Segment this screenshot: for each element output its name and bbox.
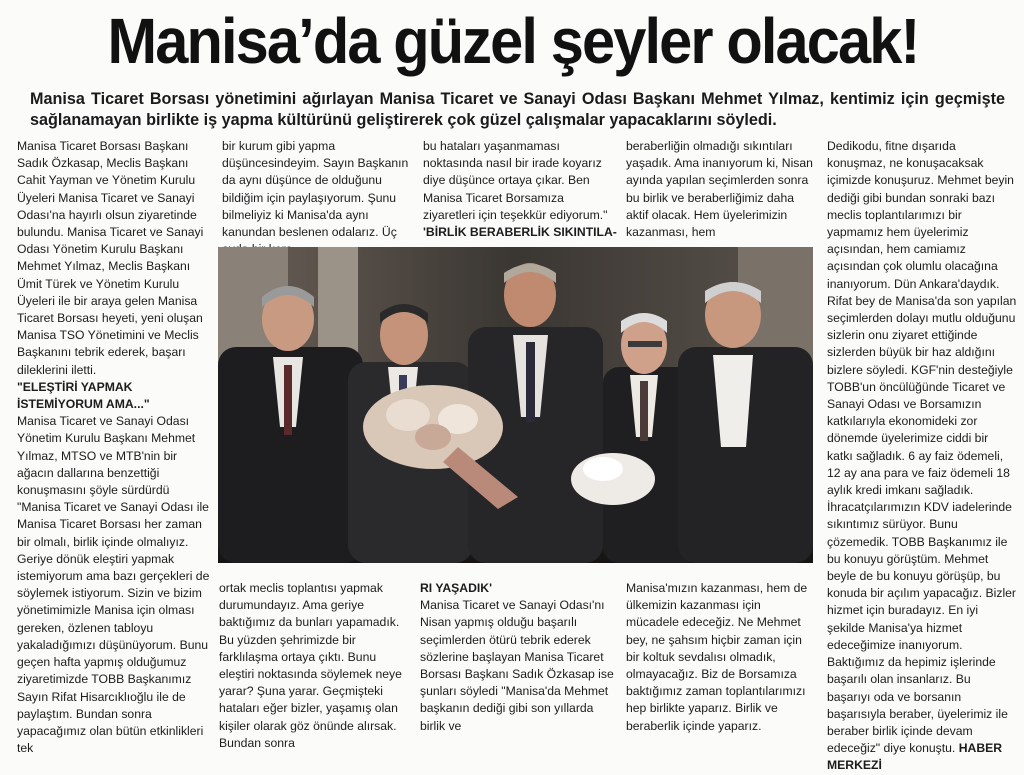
column-3-top	[423, 138, 619, 241]
lede: Manisa Ticaret Borsası yönetimini ağırlayan Manisa Ticaret ve Sanayi Odası Başkanı Mehmet Yılmaz, kentimiz için geçmişte sağlanamayan birlikte iş yapma kültürünü geliştirerek çok güzel çalışmalar yapacaklarını söyledi.	[30, 90, 1005, 129]
col3-top-subheading: 'BİRLİK BERABERLİK SIKINTILA-	[423, 225, 617, 240]
col1-subheading: "ELEŞTİRİ YAPMAK İSTEMİYORUM AMA..."	[17, 379, 150, 412]
column-4-top	[626, 138, 813, 241]
column-2-bottom	[219, 580, 411, 752]
col2-top-paragraph: bir kurum gibi yapma düşüncesindeyim. Sayın Başkanın da aynı düşünce de olduğunu bildiğim için paylaşıyorum. Şunu bilmeliyiz ki Manisa'da aynı kanundan beslenen odalarız. Üç	[222, 139, 409, 240]
column-5	[827, 138, 1017, 775]
group-photo	[218, 247, 813, 563]
group-photo-illustration	[218, 247, 813, 563]
column-3-bottom	[420, 580, 618, 735]
gift-wrap	[571, 453, 655, 505]
col5-paragraph: Dedikodu, fitne dışarıda konuşmaz, ne konuşacaksak içimizde konuşuruz. Mehmet beyin dediği gibi bundan sonraki bazı meclis toplantılarımızı bir yapmamız hem üyelerimiz açısından, hem camiamız açısından çok olumlu olacağına inanıyorum. Dün Ankara'daydık. Rifat bey de Manisa'da son yapılan seçimlerden dolayı mutlu olduğunu sizlerin onu ziyaret ettiğinde sizlerden büyük bir haz aldığını bizlere söyledi. KGF'nin desteğiyle TOBB'un öncülüğünde Ticaret ve Sanayi Odası ve Borsamızın katkılarıyla ekonomideki zor dönemde üyelerimize ciddi bir katkı sağladık. 6 ay faiz ödemeli, 12 ay ana para ve faiz ödemeli 18 aylık kredi imkanı sağladık. İhracatçılarımızın KDV iadelerinde sıkıntımız sürüyor. Bunu çözemedik. TOBB Başkanımız ile bu konuyu görüştüm. Mehmet beyle de bu konuyu görüşüp, bu konuda bir açılım yapacağız. Bizler hizmet için buradayız. En iyi şekilde Manisa'ya hizmet edeceğimize inanıyorum. Baktığımız da hepimiz işlerinde başarılı olan insanlarız. Bu başarıyı oda ve borsanın başarısıyla beraber, üyelerimiz ile beraber birlik içinde devam edeceğiz" diye konuştu.	[827, 139, 1017, 756]
column-1	[17, 138, 210, 757]
col2-bottom-paragraph: ortak meclis toplantısı yapmak durumundayız. Ama geriye baktığımız da bunları yapamadık. Bu yüzden şehrimizde bir farklılaşma ortaya çıktı. Bunu eleştiri noktasında söylemek neye yarar? Şuna yarar. Geçmişteki hataları eğer bizler, yaşamış olan kişiler olarak göz önünde alırsak. Bundan sonra	[219, 581, 402, 750]
col4-bottom-paragraph: Manisa'mızın kazanması, hem de ülkemizin kazanması için mücadele edeceğiz. Ne Mehmet bey, ne şahsım hiçbir zaman için bir koltuk sevdalısı olmadık, olmayacağız. Biz de Borsamıza baktığımız zaman toplantılarımızı hep birlikte yaparız. Birlik ve beraberlik içinde yaparız.	[626, 581, 808, 733]
col4-top-paragraph: beraberliğin olmadığı sıkıntıları yaşadık. Ama inanıyorum ki, Nisan ayında yapılan seçimlerden sonra bu birlik ve beraberliğimiz daha aktif olacak. Hem üyelerimizin kazanması, hem	[626, 139, 813, 240]
column-4-bottom	[626, 580, 812, 735]
byline: HABER MERKEZİ	[827, 741, 1003, 773]
col3-top-paragraph: bu hataları yaşanmaması noktasında nasıl bir irade koyarız diye düşünce ortaya çıkar. Ben Manisa Ticaret Borsamıza ziyaretleri için teşekkür ediyorum."	[423, 139, 608, 222]
col3-bottom-subheading: RI YAŞADIK'	[420, 581, 492, 595]
headline: Manisa’da güzel şeyler olacak!	[107, 5, 919, 77]
col1-paragraph-2: Manisa Ticaret ve Sanayi Odası Yönetim Kurulu Başkanı Mehmet Yılmaz, MTSO ve MTB'nin bir ağacın dallarına benzettiği konuşmasını şöyle sürdürdü "Manisa Ticaret ve Sanayi Odası ile Manisa Ticaret Borsası her zaman bir olmalı, birlik içinde olmalıyız. Geriye dönük eleştiri yapmak istemiyorum ama bazı gerçekleri de söylemek istiyorum. Sizin ve bizim yönetimimizle Manisa için olması gereken, özlenen tabloyu yakaladığımızı düşünüyorum. Bunu geçen hafta yapmış olduğumuz ziyaretimizde TOBB Başkanımız Sayın Rifat Hisarcıklıoğlu ile de paylaştım. Bundan sonra yapacağımız olan bütün etkinlikleri tek	[17, 414, 210, 756]
col1-paragraph-1: Manisa Ticaret Borsası Başkanı Sadık Özkasap, Meclis Başkanı Cahit Yayman ve Yönetim Kurulu Üyeleri Manisa Ticaret ve Sanayi Odası'na hayırlı olsun ziyaretinde bulundu. Manisa Ticaret ve Sanayi Odası Yönetim Kurulu Başkanı Mehmet Yılmaz, Meclis Başkanı Ümit Türek ve Yönetim Kurulu Üyeleri ile bir araya gelen Manisa Ticaret Borsası heyeti, yeni oluşan Manisa TSO Yönetimini ve Meclis Başkanını tebrik ederek, başarı dileklerini iletti.	[17, 139, 204, 377]
col3-bottom-paragraph: Manisa Ticaret ve Sanayi Odası'nı Nisan yapmış olduğu başarılı seçimlerden ötürü tebrik ederek sözlerine başlayan Manisa Ticaret Borsası Başkanı Sadık Özkasap ise şunları söyledi "Manisa'da Mehmet başkanın dediği gibi son yıllarda birlik ve	[420, 598, 614, 733]
column-2-top	[222, 138, 414, 258]
